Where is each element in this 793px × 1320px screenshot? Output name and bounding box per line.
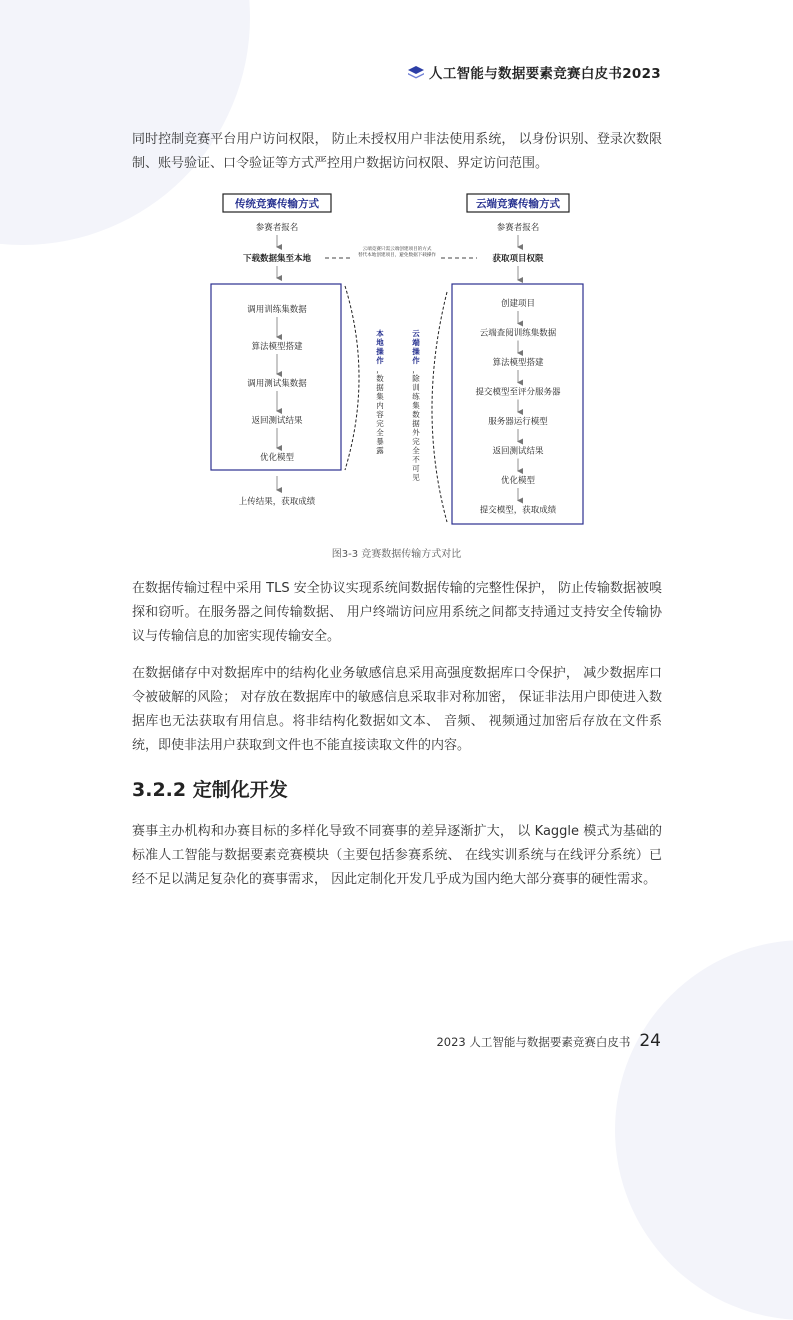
page-header	[407, 62, 661, 82]
diagram-step: 调用测试集数据	[247, 379, 307, 389]
header-title: 人工智能与数据要素竞赛白皮书2023	[429, 66, 661, 82]
paragraph-storage: 在数据储存中对数据库中的结构化业务敏感信息采用高强度数据库口令保护， 减少数据库口令被破解的风险； 对存放在数据库中的敏感信息采取非对称加密， 保证非法用户即使进入数据库也无法获取有用信息。将非结构化数据如文本、 音频、 视频通过加密后存放在文件系统，即使非法用户获取到文件也不能直接读取文件的内容。	[132, 666, 662, 753]
middle-note-line-2: 替代本地创建项目，避免数据下载操作	[357, 253, 437, 258]
diagram-step: 算法模型搭建	[492, 358, 544, 368]
layers-logo-icon	[407, 65, 425, 79]
diagram-step: 返回测试结果	[251, 416, 303, 426]
section-title: 3.2.2 定制化开发	[132, 779, 288, 801]
diagram-step: 调用训练集数据	[247, 305, 307, 315]
decorative-circle-bottom-right	[615, 940, 793, 1320]
diagram-step: 服务器运行模型	[488, 417, 548, 427]
diagram-step: 优化模型	[500, 476, 536, 486]
paragraph-access-control: 同时控制竞赛平台用户访问权限， 防止未授权用户非法使用系统， 以身份识别、登录次数限制、账号验证、口令验证等方式严控用户数据访问权限、界定访问范围。	[132, 132, 662, 171]
right-access-label: 获取项目权限	[492, 254, 544, 264]
right-title: 云端竞赛传输方式	[476, 198, 560, 210]
page-footer	[436, 1031, 661, 1051]
diagram-step: 创建项目	[500, 299, 536, 309]
figure-caption: 图3-3 竞赛数据传输方式对比	[331, 549, 462, 560]
left-title: 传统竞赛传输方式	[235, 198, 319, 210]
paragraph-custom-development: 赛事主办机构和办赛目标的多样化导致不同赛事的差异逐渐扩大， 以 Kaggle 模式为基础的标准人工智能与数据要素竞赛模块（主要包括参赛系统、 在线实训系统与在线评分系统）已经不足以满足复杂化的赛事需求， 因此定制化开发几乎成为国内绝大部分赛事的硬性需求。	[132, 824, 662, 887]
diagram-step: 提交模型至评分服务器	[475, 387, 561, 398]
middle-note-line-1: 云端竞赛只需云端创建项目的方式	[362, 247, 432, 252]
left-upload-label: 上传结果，获取成绩	[238, 497, 316, 507]
right-cloud-box	[452, 284, 583, 524]
left-vertical-note: 本地操作，数据集内容完全暴露	[376, 329, 384, 455]
left-register-label: 参赛者报名	[255, 223, 299, 233]
footer-title: 2023 人工智能与数据要素竞赛白皮书	[436, 1035, 631, 1049]
right-register-label: 参赛者报名	[496, 223, 540, 233]
diagram-step: 提交模型，获取成绩	[479, 505, 557, 516]
diagram-step: 云端查阅训练集数据	[479, 328, 557, 339]
left-download-label: 下载数据集至本地	[242, 254, 312, 264]
page-number: 24	[639, 1031, 661, 1051]
paragraph-transmission: 在数据传输过程中采用 TLS 安全协议实现系统间数据传输的完整性保护， 防止传输数据被嗅探和窃听。在服务器之间传输数据、 用户终端访问应用系统之间都支持通过支持安全传输协议与传输信息的加密实现传输安全。	[132, 581, 662, 644]
diagram-step: 优化模型	[259, 453, 295, 463]
left-dashed-arc	[345, 286, 359, 470]
transmission-comparison-diagram	[205, 192, 585, 527]
diagram-step: 返回测试结果	[492, 446, 544, 457]
right-dashed-arc	[432, 292, 447, 522]
right-vertical-note: 云端操作，除训练集数据外完全不可见	[412, 329, 420, 482]
diagram-step: 算法模型搭建	[251, 342, 303, 352]
